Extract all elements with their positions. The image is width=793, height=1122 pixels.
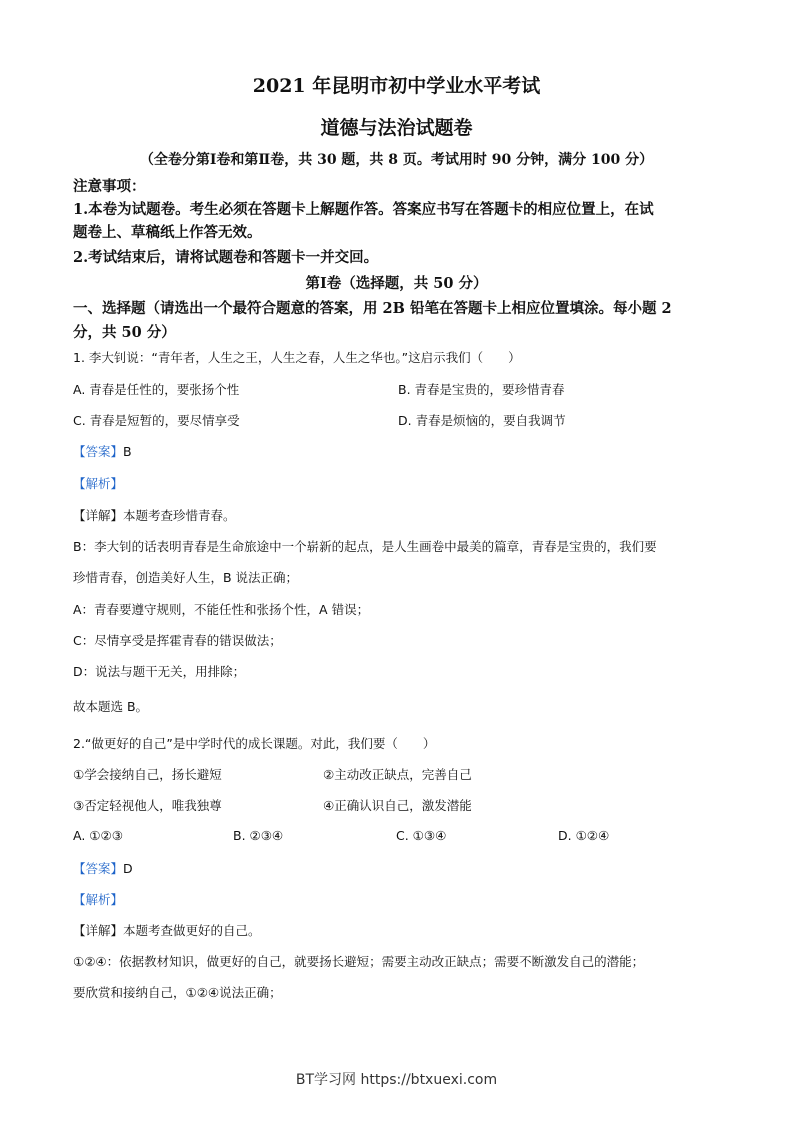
q1-answer — [73, 442, 132, 460]
answer-value: B — [123, 444, 132, 459]
subject-title: 道德与法治试题卷 — [320, 117, 473, 139]
q2-stem: 2.“做更好的自己”是中学时代的成长课题。对此，我们要（ ） — [73, 736, 436, 751]
section-instruction-cont: 分，共 50 分） — [73, 324, 176, 341]
q2-detail: 【详解】本题考查做更好的自己。 — [73, 923, 261, 938]
answer-value: D — [123, 861, 133, 876]
exam-note: （全卷分第Ⅰ卷和第Ⅱ卷，共 30 题，共 8 页。考试用时 90 分钟，满分 100 分） — [139, 152, 654, 168]
q1-explanation-b: B：李大钊的话表明青春是生命旅途中一个崭新的起点，是人生画卷中最美的篇章，青春是宝贵的，我们要 — [73, 539, 657, 554]
q1-analysis-tag: 【解析】 — [73, 476, 124, 491]
q1-detail: 【详解】本题考查珍惜青春。 — [73, 508, 236, 523]
q2-statement-3: ③否定轻视他人，唯我独尊 — [73, 798, 222, 813]
q2-option-a: A. ①②③ — [73, 828, 123, 843]
q2-option-d: D. ①②④ — [558, 828, 610, 843]
exam-title: 2021 年昆明市初中学业水平考试 — [252, 75, 541, 97]
q1-conclusion: 故本题选 B。 — [73, 699, 149, 714]
q2-statement-4: ④正确认识自己，激发潜能 — [323, 798, 472, 813]
answer-tag: 【答案】 — [73, 444, 124, 459]
q1-option-d: D. 青春是烦恼的，要自我调节 — [398, 413, 566, 428]
notice-item-1-cont: 题卷上、草稿纸上作答无效。 — [73, 224, 262, 241]
q2-statement-1: ①学会接纳自己，扬长避短 — [73, 767, 222, 782]
q2-option-b: B. ②③④ — [233, 828, 284, 843]
q2-explanation-cont: 要欣赏和接纳自己，①②④说法正确； — [73, 985, 282, 1000]
q1-option-b: B. 青春是宝贵的，要珍惜青春 — [398, 382, 565, 397]
q2-answer — [73, 859, 133, 877]
answer-tag: 【答案】 — [73, 861, 124, 876]
q2-statement-2: ②主动改正缺点，完善自己 — [323, 767, 472, 782]
q1-option-c: C. 青春是短暂的，要尽情享受 — [73, 413, 240, 428]
q2-analysis-tag: 【解析】 — [73, 892, 124, 907]
q1-explanation-d: D：说法与题干无关，用排除； — [73, 664, 246, 679]
notice-item-2: 2.考试结束后，请将试题卷和答题卡一并交回。 — [73, 249, 379, 266]
section-instruction: 一、选择题（请选出一个最符合题意的答案，用 2B 铅笔在答题卡上相应位置填涂。每小题 2 — [73, 300, 672, 317]
footer-watermark: BT学习网 https://btxuexi.com — [295, 1072, 498, 1088]
notice-item-1: 1.本卷为试题卷。考生必须在答题卡上解题作答。答案应书写在答题卡的相应位置上，在试 — [73, 201, 654, 218]
q1-explanation-c: C：尽情享受是挥霍青春的错误做法； — [73, 633, 282, 648]
q1-option-a: A. 青春是任性的，要张扬个性 — [73, 382, 240, 397]
volume-heading: 第Ⅰ卷（选择题，共 50 分） — [305, 275, 488, 292]
q1-explanation-b-cont: 珍惜青春，创造美好人生，B 说法正确； — [73, 570, 299, 585]
q1-explanation-a: A：青春要遵守规则，不能任性和张扬个性，A 错误； — [73, 602, 370, 617]
q2-explanation: ①②④：依据教材知识，做更好的自己，就要扬长避短；需要主动改正缺点；需要不断激发自己的潜能； — [73, 954, 645, 969]
q2-option-c: C. ①③④ — [396, 828, 447, 843]
q1-stem: 1. 李大钊说：“青年者，人生之王，人生之春，人生之华也。”这启示我们（ ） — [73, 350, 521, 365]
notice-heading: 注意事项： — [73, 178, 146, 195]
